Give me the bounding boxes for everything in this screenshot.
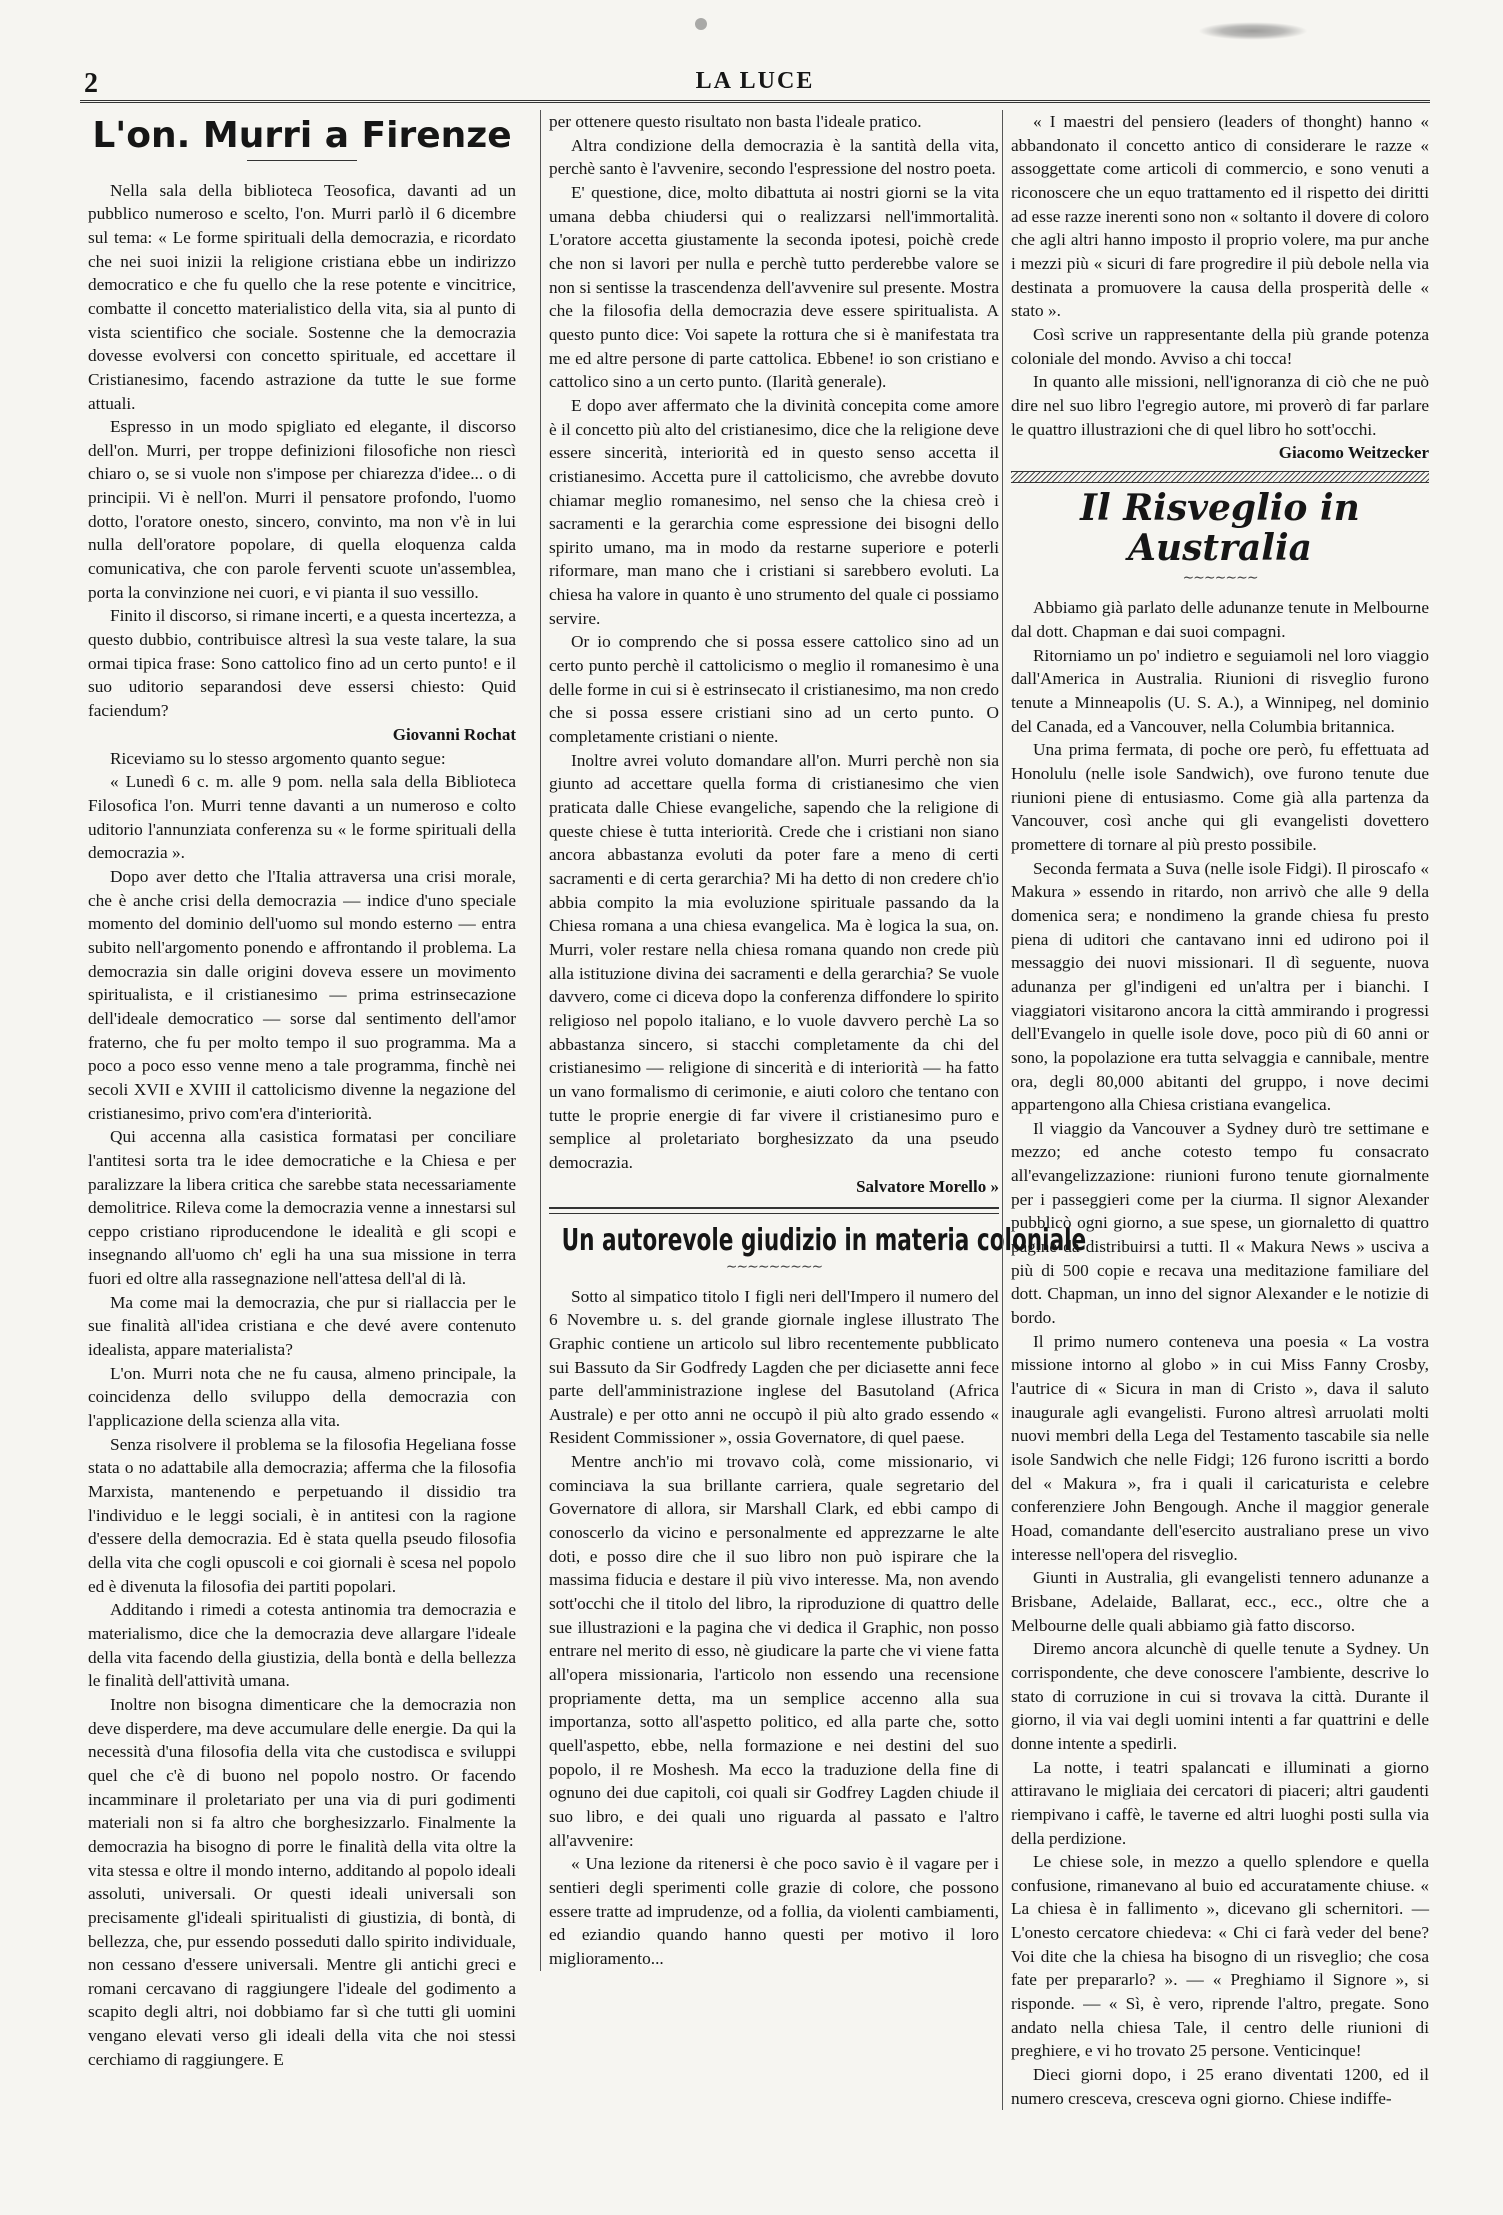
paragraph: « Lunedì 6 c. m. alle 9 pom. nella sala della Biblioteca Filosofica l'on. Murri tenne davanti a un numeroso e colto uditorio l'annunziata conferenza su « le forme spirituali della democrazia ». xyxy=(88,772,516,863)
paragraph: Dieci giorni dopo, i 25 erano diventati 1200, ed il numero cresceva, cresceva ogni giorno. Chiese indiffe- xyxy=(1011,2065,1429,2108)
paragraph: Riceviamo su lo stesso argomento quanto segue: xyxy=(110,748,446,768)
signature-weitzecker: Giacomo Weitzecker xyxy=(1278,443,1429,463)
paragraph: Senza risolvere il problema se la filosofia Hegeliana fosse stata o no adattabile alla democrazia; afferma che la filosofia Marxista, mantenendo e perpetuando il dissidio tra l'individuo e le leggi sociali, è in antitesi con la ragione d'essere della democrazia. Ed è stata quella pseudo filosofia della vita che cogli opuscoli e coi giornali è scesa nel popolo ed è divenuta la filosofia dei partiti popolari. xyxy=(88,1434,516,1596)
paragraph: Inoltre avrei voluto domandare all'on. Murri perchè non sia giunto ad accettare quella forma di cristianesimo che vien praticata dalle Chiese evangeliche, sapendo che la religione di queste chiese è tutta interiorità. Crede che i cristiani non siano ancora abbastanza evoluti da poter fare a meno di certi sacramenti e di certa gerarchia? Mi ha detto di non credere ch'io abbia compito la mia evoluzione spirituale passando da la Chiesa romana a una chiesa evangelica. Ma è logica la sua, on. Murri, voler restare nella chiesa romana quando non crede più alla istituzione divina dei sacramenti e della gerarchia? Se vuole davvero, come ci diceva dopo la conferenza diffondere lo spirito religioso nel popolo italiano, e lo vuole davvero perchè La so abbastanza sincero, si stacchi completamente da chi del cristianesimo — religione di sincerità e di interiorità — ha fatto un vano formalismo di cerimonie, e aiuti coloro che tentano con tutte le proprie energie di far vivere il cristianesimo puro e semplice al proletariato borghesizzato da una pseudo democrazia. xyxy=(549,750,999,1172)
paragraph: In quanto alle missioni, nell'ignoranza di ciò che ne può dire nel suo libro l'egregio autore, mi proverò di far parlare le quattro illustrazioni che di quel libro ho sott'occhi. xyxy=(1011,372,1429,439)
hatched-divider xyxy=(1011,471,1429,483)
paragraph: Or io comprendo che si possa essere cattolico sino ad un certo punto perchè il cattolicismo o meglio il romanesimo è una delle forme in cui si è estrinsecato il cristianesimo, ma non credo che si possa essere cristiani sino ad un certo punto. O completamente cristiani o niente. xyxy=(549,632,999,747)
paragraph: Ma come mai la democrazia, che pur si riallaccia per le sue finalità all'idea cristiana e che devé avere contenuto idealista, appare materialista? xyxy=(88,1292,516,1360)
wavy-ornament: ∼∼∼∼∼∼∼∼∼ xyxy=(725,1259,823,1275)
newspaper-title: LA LUCE xyxy=(695,68,815,94)
paragraph: Una prima fermata, di poche ore però, fu effettuata ad Honolulu (nelle isole Sandwich), ove furono tenute due riunioni piene di entusiasmo. Come già alla partenza da Vancouver, così anche qui gli evangelisti dovettero promettere di tornare al più presto possibile. xyxy=(1011,740,1429,854)
article-title-murri: L'on. Murri a Firenze xyxy=(92,115,512,156)
paragraph: Dopo aver detto che l'Italia attraversa una crisi morale, che è anche crisi della democrazia — indice d'uno speciale momento del dominio dell'uomo sul mondo esterno — entra subito nell'argomento ponendo e affrontando il problema. La democrazia sin dalle origini doveva essere un movimento spiritualista, e il cristianesimo — prima estrinsecazione dell'ideale democratico — sorse dal sentimento dell'amor fraterno, che fu per molto tempo il suo programma. Ma a poco a poco esso venne meno a tale programma, finchè nei secoli XVII e XVIII il cattolicismo divenne la negazione del cristianesimo, privo com'era d'interiorità. xyxy=(88,866,516,1123)
wavy-ornament: ∼∼∼∼∼∼∼ xyxy=(1182,571,1258,587)
paragraph: Il primo numero conteneva una poesia « La vostra missione intorno al globo » in cui Miss Fanny Crosby, l'autrice di « Sicura in man di Cristo », dava il saluto inaugurale agli evangelisti. Furono altresì arruolati molti nuovi membri della Lega del Testamento tascabile sia nelle isole Sandwich che nelle Fidgi; 126 furono iscritti a bordo del « Makura », fra i quali il caricaturista e celebre conferenziere John Bengough. Anche il maggior generale Hoad, comandante dell'esercito australiano prese un vivo interesse nell'opera del risveglio. xyxy=(1011,1331,1429,1564)
paragraph: Ritorniamo un po' indietro e seguiamoli nel loro viaggio dall'America in Australia. Riunioni di risveglio furono tenute a Minneapolis (U. S. A.), a Winnipeg, nel dominio del Canada, ed a Vancouver, nella Columbia britannica. xyxy=(1011,645,1429,736)
ink-dot xyxy=(695,18,707,30)
page-header xyxy=(80,64,1430,103)
paragraph: E dopo aver affermato che la divinità concepita come amore è il concetto più alto del cristianesimo, dice che la religione deve essere sincerità, interiorità ed in questo senso accetta il cristianesimo. Accetta pure il cattolicismo, che avrebbe dovuto chiamar meglio romanesimo, nel senso che la chiesa creò i sacramenti e la gerarchia come espressione dei bisogni dello spirito umano, ma in modo da restarne superiore e poterli riformare, man mano che i cristiani si sarebbero evoluti. La chiesa ha valore in quanto è uno strumento del quale ci possiamo servire. xyxy=(549,395,999,628)
paragraph: Sotto al simpatico titolo I figli neri dell'Impero il numero del 6 Novembre u. s. del grande giornale inglese illustrato The Graphic contiene un articolo sul libro recentemente pubblicato sui Bassuto da Sir Godfredy Lagden che per diciasette anni fece parte dell'amministrazione inglese del Basutoland (Africa Australe) e per otto anni ne occupò il più alto grado essendo « Resident Commissioner », ossia Governatore, di quel paese. xyxy=(549,1286,999,1448)
paragraph: Espresso in un modo spigliato ed elegante, il discorso dell'on. Murri, per troppe definizioni filosofiche non riescì chiaro o, se si vuole non s'impose per chiarezza d'idee... o di principii. Vi è nell'on. Murri il pensatore profondo, l'uomo dotto, l'oratore onesto, sincero, convinto, ma non v'è in lui nulla dell'oratore popolare, di quella eloquenza calda comunicativa, che con parole ferventi scuote un'assemblea, porta la convinzione nei cuori, e vi pianta il suo vessillo. xyxy=(88,417,516,602)
column-1 xyxy=(88,110,516,2071)
ink-smudge xyxy=(1198,22,1308,40)
paragraph: Qui accenna alla casistica formatasi per conciliare l'antitesi sorta tra le idee democratiche e la Chiesa e per paralizzare la libera critica che sarebbe stata necessariamente demolitrice. Rileva come la democrazia venne a innestarsi sul ceppo cristiano riproducendone le idealità e gli scopi e insegnando all'uomo ch' egli ha una sua missione in terra fuori ed oltre alla rassegnazione nell'attesa dell'al di là. xyxy=(88,1127,516,1289)
signature-rochat: Giovanni Rochat xyxy=(392,724,516,744)
paragraph: Nella sala della biblioteca Teosofica, davanti ad un pubblico numeroso e scelto, l'on. Murri parlò il 6 dicembre sul tema: « Le forme spirituali della democrazia, e ricordato che nei suoi inizii la religione cristiana ebbe un indirizzo democratico e che fu quello che la rese potente e vincitrice, combatte il concetto materialistico della vita, sia al punto di vista scientifico che sociale. Sostenne che la democrazia dovesse evolversi con concetto spirituale, ed accettare il Cristianesimo, facendo astrazione da tutte le sue forme attuali. xyxy=(88,180,516,413)
paragraph: Giunti in Australia, gli evangelisti tennero adunanze a Brisbane, Adelaide, Ballarat, ecc., ecc., oltre che a Melbourne delle quali abbiamo già fatto discorso. xyxy=(1011,1568,1429,1635)
paragraph: Abbiamo già parlato delle adunanze tenute in Melbourne dal dott. Chapman e dai suoi compagni. xyxy=(1011,598,1429,642)
signature-morello: Salvatore Morello » xyxy=(856,1176,999,1196)
paragraph: Additando i rimedi a cotesta antinomia tra democrazia e materialismo, dice che la democrazia deve allargare l'ideale della vita facendo della giustizia, della bontà e della bellezza le finalità dell'attività umana. xyxy=(88,1600,516,1691)
paragraph: Finito il discorso, si rimane incerti, e a questa incertezza, a questo dubbio, contribuisce altresì la sua veste talare, la sua ormai tipica frase: Sono cattolico fino ad un certo punto! e il suo uditorio separandosi deve essersi chiesto: Quid faciendum? xyxy=(88,606,516,721)
page-number: 2 xyxy=(84,68,98,99)
paragraph: La notte, i teatri spalancati e illuminati a giorno attiravano le migliaia dei cercatori di piaceri; altri gaudenti riempivano i caffè, le taverne ed altri luoghi posti sulla via della perdizione. xyxy=(1011,1757,1429,1848)
section-divider xyxy=(549,1207,999,1214)
paragraph: Inoltre non bisogna dimenticare che la democrazia non deve disperdere, ma deve accumulare delle energie. Da qui la necessità d'una filosofia della vita che custodisca e sviluppi quel che c'è di buono nel popolo nostro. Or facendo incamminare il proletariato per una via di puri godimenti materiali non si fa altro che borghesizzarlo. Finalmente la democrazia ha bisogno di porre le finalità della vita oltre la vita stessa e oltre il mondo interno, additando al popolo ideali assoluti, universali. Or questi ideali universali son precisamente gl'ideali spiritualisti di giustizia, di bontà, di bellezza, che, pur essendo posseduti dallo spirito individuale, non cessano d'essere universali. Mentre gli antichi greci e romani cercavano di raggiungere l'ideale del godimento a scapito degli altri, noi dobbiamo far sì che tutti gli uomini vengano elevati verso gli ideali della vita che noi stessi cerchiamo di raggiungere. E xyxy=(88,1694,516,2069)
paragraph: per ottenere questo risultato non basta l'ideale pratico. xyxy=(549,112,922,131)
paragraph: Altra condizione della democrazia è la santità della vita, perchè santo è l'avvenire, secondo l'espressione del nostro poeta. xyxy=(549,135,999,179)
paragraph: Così scrive un rappresentante della più grande potenza coloniale del mondo. Avviso a chi tocca! xyxy=(1011,324,1429,368)
paragraph: Il viaggio da Vancouver a Sydney durò tre settimane e mezzo; ed anche cotesto tempo fu consacrato all'evangelizzazione: riunioni furono tenute giornalmente per i passeggieri come per la ciurma. Il signor Alexander pubblicò ogni giorno, a sue spese, un giornaletto di quattro pagine da distribuirsi a tutti. Il « Makura News » usciva a più di 500 copie e recava una meditazione familiare del dott. Chapman, un inno del signor Alexander e le notizie di bordo. xyxy=(1011,1118,1429,1328)
column-2 xyxy=(540,110,1087,1971)
title-rule xyxy=(247,160,357,161)
article-title-coloniale: Un autorevole giudizio in materia coloniale xyxy=(561,1222,1087,1258)
paragraph: « I maestri del pensiero (leaders of thonght) hanno « abbandonato il concetto antico di considerare le razze « assoggettate come articoli di commercio, e sono venuti a riconoscere che un equo trattamento ed il rispetto dei diritti ad esse razze inerenti sono non « soltanto il dovere di coloro che agli altri hanno imposto il proprio volere, ma pur anche i mezzi più « sicuri di fare progredire il più debole nella via destinata a promuovere la causa della prosperità delle « stato ». xyxy=(1011,112,1429,321)
paragraph: Mentre anch'io mi trovavo colà, come missionario, vi cominciava la sua brillante carriera, quale segretario del Governatore di allora, sir Marshall Clark, ed ebbi campo di conoscerlo da vicino e personalmente ed apprezzarne le alte doti, e posso dire che il suo libro non può ispirare che la massima fiducia e destare il più vivo interesse. Ma, non avendo sott'occhi che il titolo del libro, la riproduzione di quattro delle sue illustrazioni e la pagina che vi dedica il Graphic, non posso entrare nel merito di esso, nè giudicare la parte che vi viene fatta all'opera missionaria, l'articolo non essendo una recensione propriamente detta, ma un semplice accenno alla sua importanza, sotto all'aspetto politico, ed alla parte che, sotto quell'aspetto, ebbe, nella formazione e nei destini del suo popolo, il re Moshesh. Ma ecco la traduzione della fine di ognuno dei due capitoli, coi quali sir Godfrey Lagden chiude il suo libro, e dei quali uno riguarda al passato e l'altro all'avvenire: xyxy=(549,1452,999,1850)
paragraph: Diremo ancora alcunchè di quelle tenute a Sydney. Un corrispondente, che deve conoscere l'ambiente, descrive lo stato di corruzione in cui si trovava la città. Durante il giorno, il via vai degli uomini intenti a far quattrini e delle donne intente a spedirli. xyxy=(1011,1639,1429,1753)
article-title-risveglio: Il Risveglio in Australia xyxy=(1080,487,1360,569)
paragraph: L'on. Murri nota che ne fu causa, almeno principale, la coincidenza dello sviluppo della democrazia con l'applicazione della scienza alla vita. xyxy=(88,1363,516,1431)
paragraph: « Una lezione da ritenersi è che poco savio è il vagare per i sentieri degli sperimenti colle grazie di colore, che possono essere tratte ad imprudenze, od a follia, da violenti cambiamenti, ed eziandio quando hanno questi per motivo il loro miglioramento... xyxy=(549,1854,999,1968)
paragraph: Seconda fermata a Suva (nelle isole Fidgi). Il piroscafo « Makura » essendo in ritardo, non arrivò che alle 9 della domenica sera; e nondimeno la grande chiesa fu presto piena di uditori che cantavano inni ed udirono poi il messaggio dei nuovi missionari. Il dì seguente, nuova adunanza per gl'indigeni ed un'altra per i bianchi. I viaggiatori visitarono ancora la città ammirando i progressi dell'Evangelo in quelle isole dove, poco più di 60 anni or sono, la popolazione era tutta selvaggia e cannibale, mentre ora, degli 80,000 abitanti del gruppo, i nove decimi appartengono alla Chiesa cristiana evangelica. xyxy=(1011,858,1429,1115)
column-3 xyxy=(1002,110,1429,2110)
paragraph: E' questione, dice, molto dibattuta ai nostri giorni se la vita umana debba chiudersi qui o realizzarsi nell'immortalità. L'oratore accetta giustamente la seconda ipotesi, poichè crede che non si lavori per nulla e perchè tutto perderebbe valore se non si sentisse la trascendenza dell'avvenire sul presente. Mostra che la filosofia della democrazia deve essere spiritualista. A questo punto dice: Voi sapete la rottura che si è manifestata tra me ed altre persone di parte cattolica. Ebbene! io son cristiano e cattolico sino a un certo punto. (Ilarità generale). xyxy=(549,182,999,392)
paragraph: Le chiese sole, in mezzo a quello splendore e quella confusione, rimanevano al buio ed accuratamente chiuse. « La chiesa è in fallimento », dicevano gli schernitori. — L'onesto cercatore chiedeva: « Chi ci farà veder del bene? Voi dite che la chiesa ha bisogno di un risveglio; che cosa fate per prepararlo? ». — « Preghiamo il Signore », si risponde. — « Sì, è vero, riprende l'altro, pregate. Sono andato nella chiesa Tale, il centro delle riunioni di preghiere, e vi ho trovato 25 persone. Venticinque! xyxy=(1011,1852,1429,2061)
